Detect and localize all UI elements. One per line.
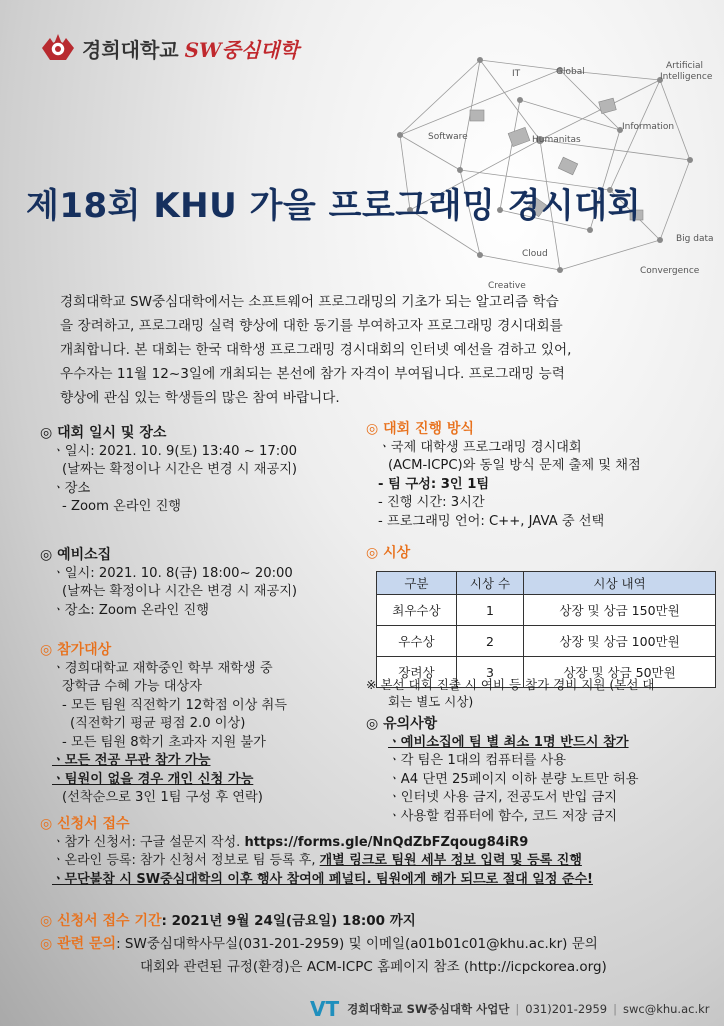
footer-divider: | — [515, 1002, 520, 1016]
prize-section — [366, 544, 716, 563]
apply-form-label: ㆍ참가 신청서: 구글 설문지 작성. — [52, 834, 245, 850]
net-label-software: Software — [428, 132, 468, 142]
net-label-convergence: Convergence — [640, 266, 700, 276]
footer-org: 경희대학교 SW중심대학 사업단 — [347, 1002, 510, 1016]
table-cell: 장려상 — [377, 657, 457, 688]
net-label-humanitas: Humanitas — [532, 135, 581, 145]
table-header: 시상 수 — [456, 572, 523, 595]
table-cell: 상장 및 상금 100만원 — [524, 626, 716, 657]
progress-section — [366, 420, 716, 531]
progress-line: - 진행 시간: 3시간 — [378, 495, 485, 510]
schedule-place-label: ㆍ장소 — [52, 480, 91, 496]
net-label-artificial: Artificial — [666, 61, 704, 71]
college-name: SW중심대학 — [184, 37, 299, 62]
target-line: (선착순으로 3인 1팀 구성 후 연락) — [62, 790, 263, 805]
net-label-creative: Creative — [488, 281, 526, 290]
target-line: - 모든 팀원 8학기 초과자 지원 불가 — [62, 734, 266, 750]
net-label-intelligence: Intelligence — [660, 72, 713, 82]
footer — [310, 996, 724, 1022]
footer-email[interactable]: swc@khu.ac.kr — [622, 1002, 710, 1016]
footer-phone: 031)201-2959 — [525, 1002, 608, 1016]
contact-value: : SW중심대학사무실(031-201-2959) 및 이메일(a01b01c01@khu.ac.kr) 문의 — [116, 936, 598, 952]
table-cell: 2 — [456, 626, 523, 657]
target-heading: ◎ 참가대상 — [40, 642, 112, 658]
caution-item: ㆍ사용할 컴퓨터에 함수, 코드 저장 금지 — [388, 808, 617, 824]
page-title: 제18회 KHU 가을 프로그래밍 경시대회 — [26, 186, 642, 226]
university-emblem-icon — [40, 30, 76, 66]
table-header: 시상 내역 — [524, 572, 716, 595]
apply-register-label: ㆍ온라인 등록: 참가 신청서 정보로 팀 등록 후, — [52, 853, 320, 868]
apply-register-line — [40, 852, 720, 871]
period-line — [40, 910, 720, 933]
progress-line: - 프로그래밍 언어: C++, JAVA 중 선택 — [378, 513, 605, 529]
apply-heading: ◎ 신청서 접수 — [40, 816, 130, 832]
table-row — [377, 626, 716, 657]
prize-heading: ◎ 시상 — [366, 545, 411, 561]
period-label: ◎ 신청서 접수 기간 — [40, 913, 162, 929]
table-header-row — [377, 572, 716, 595]
target-line: ㆍ팀원이 없을 경우 개인 신청 가능 — [52, 771, 254, 787]
pre-meeting-heading: ◎ 예비소집 — [40, 547, 112, 563]
period-contact-section — [40, 910, 720, 979]
table-cell: 상장 및 상금 150만원 — [524, 595, 716, 626]
caution-heading: ◎ 유의사항 — [366, 716, 438, 732]
schedule-section — [40, 424, 360, 517]
apply-form-link[interactable]: https://forms.gle/NnQdZbFZqoug84iR9 — [244, 834, 529, 850]
pre-meeting-place: ㆍ장소: Zoom 온라인 진행 — [52, 602, 209, 618]
caution-item: ㆍA4 단면 25페이지 이하 분량 노트만 허용 — [388, 771, 639, 787]
apply-section — [40, 815, 720, 889]
target-line: 장학금 수혜 가능 대상자 — [62, 679, 202, 694]
schedule-heading: ◎ 대회 일시 및 장소 — [40, 425, 167, 441]
schedule-place: - Zoom 온라인 진행 — [62, 499, 182, 514]
net-label-information: Information — [622, 122, 675, 132]
net-label-bigdata: Big data — [676, 234, 714, 244]
footer-logo: VT — [310, 997, 340, 1021]
caution-item: ㆍ예비소집에 팀 별 최소 1명 반드시 참가 — [388, 734, 629, 750]
progress-heading: ◎ 대회 진행 방식 — [366, 421, 474, 437]
intro-line: 개최합니다. 본 대회는 한국 대학생 프로그래밍 경시대회의 인터넷 예선을 겸하고 있어, — [60, 342, 572, 358]
target-section — [40, 641, 360, 808]
apply-form-line — [40, 834, 720, 853]
prize-note-line: 회는 별도 시상) — [388, 694, 474, 709]
target-line: (직전학기 평균 평점 2.0 이상) — [70, 716, 246, 731]
progress-team: - 팀 구성: 3인 1팀 — [378, 476, 490, 492]
caution-item: ㆍ인터넷 사용 금지, 전공도서 반입 금지 — [388, 790, 617, 805]
intro-line: 우수자는 11월 12~3일에 개최되는 본선에 참가 자격이 부여됩니다. 프로그래밍 능력 — [60, 366, 565, 382]
target-line: ㆍ경희대학교 재학중인 학부 재학생 중 — [52, 660, 273, 676]
caution-item: ㆍ각 팀은 1대의 컴퓨터를 사용 — [388, 753, 567, 768]
university-logo — [40, 28, 299, 68]
table-cell: 최우수상 — [377, 595, 457, 626]
pre-meeting-section — [40, 546, 360, 620]
prize-note — [366, 676, 718, 710]
schedule-date-note: (날짜는 확정이나 시간은 변경 시 재공지) — [62, 462, 298, 477]
contact-line — [40, 933, 720, 956]
net-label-it: IT — [512, 69, 521, 79]
pre-meeting-date-note: (날짜는 확정이나 시간은 변경 시 재공지) — [62, 584, 298, 599]
net-label-global: Global — [556, 67, 585, 77]
target-line: ㆍ모든 전공 무관 참가 가능 — [52, 753, 211, 768]
contact-label: ◎ 관련 문의 — [40, 936, 117, 952]
footer-divider: | — [613, 1002, 617, 1016]
table-row — [377, 595, 716, 626]
network-graphic — [360, 40, 724, 290]
contact-line-2: 대회와 관련된 규정(환경)은 ACM-ICPC 홈페이지 참조 (http://icpckorea.org) — [140, 959, 607, 975]
table-cell: 상장 및 상금 50만원 — [524, 657, 716, 688]
table-cell: 우수상 — [377, 626, 457, 657]
target-line: - 모든 팀원 직전학기 12학점 이상 취득 — [62, 697, 288, 713]
intro-line: 향상에 관심 있는 학생들의 많은 참여 바랍니다. — [60, 390, 340, 406]
progress-line: (ACM-ICPC)와 동일 방식 문제 출제 및 채점 — [388, 458, 641, 473]
table-header: 구분 — [377, 572, 457, 595]
intro-paragraph — [60, 290, 672, 410]
prize-table — [376, 571, 716, 688]
period-value: : 2021년 9월 24일(금요일) 18:00 까지 — [161, 913, 416, 929]
prize-note-line: ※ 본선 대회 진출 시 여비 등 참가 경비 지원 (본선 대 — [366, 677, 655, 692]
apply-register-emphasis: 개별 링크로 팀원 세부 정보 입력 및 등록 진행 — [319, 853, 582, 868]
intro-line: 경희대학교 SW중심대학에서는 소프트웨어 프로그래밍의 기초가 되는 알고리즘 학습 — [60, 294, 559, 310]
table-cell: 1 — [456, 595, 523, 626]
pre-meeting-date: ㆍ일시: 2021. 10. 8(금) 18:00~ 20:00 — [52, 565, 293, 581]
apply-penalty-line: ㆍ무단불참 시 SW중심대학의 이후 행사 참여에 페널티. 팀원에게 해가 되므로 절대 일정 준수! — [52, 871, 593, 887]
progress-line: ㆍ국제 대학생 프로그래밍 경시대회 — [378, 439, 582, 455]
caution-section — [366, 715, 716, 826]
net-label-cloud: Cloud — [522, 249, 548, 259]
schedule-date: ㆍ일시: 2021. 10. 9(토) 13:40 ~ 17:00 — [52, 443, 298, 459]
university-name: 경희대학교 — [82, 37, 179, 62]
table-cell: 3 — [456, 657, 523, 688]
intro-line: 을 장려하고, 프로그래밍 실력 향상에 대한 동기를 부여하고자 프로그래밍 경시대회를 — [60, 318, 563, 334]
